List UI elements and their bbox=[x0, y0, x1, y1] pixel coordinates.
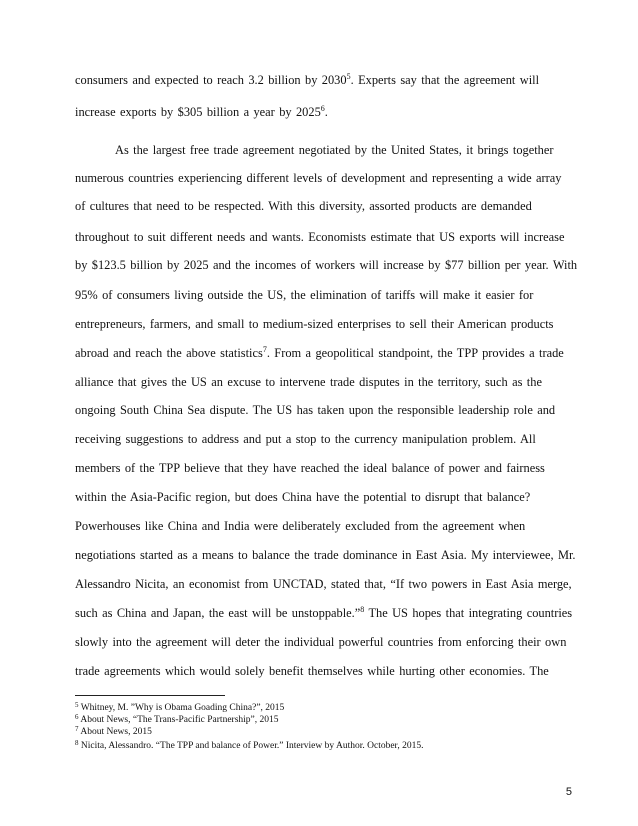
body-line: negotiations started as a means to balance the trade dominance in East Asia. My interviewee, Mr. bbox=[75, 548, 576, 562]
body-line: consumers and expected to reach 3.2 billion by 2030$^5$. Experts say that the agreement will bbox=[75, 72, 540, 87]
footnote: $^8$ Nicita, Alessandro. “The TPP and balance of Power.” Interview by Author. October, 2015. bbox=[75, 739, 424, 751]
body-line: trade agreements which would solely benefit themselves while hurting other economies. The bbox=[75, 664, 549, 678]
footnote: $^5$ Whitney, M. ”Why is Obama Goading China?”, 2015 bbox=[75, 701, 285, 713]
body-line: 95% of consumers living outside the US, the elimination of tariffs will make it easier for bbox=[75, 288, 534, 302]
footnote-ref: 8 bbox=[360, 605, 365, 614]
footnote-ref: 5 bbox=[346, 72, 351, 81]
body-line: by $123.5 billion by 2025 and the incomes of workers will increase by $77 billion per year. With bbox=[75, 258, 578, 272]
footnote-ref: 7 bbox=[262, 345, 267, 354]
paragraph-first-line: As the largest free trade agreement negotiated by the United States, it brings together bbox=[115, 143, 554, 157]
body-line: members of the TPP believe that they have reached the ideal balance of power and fairness bbox=[75, 461, 545, 475]
body-line: such as China and Japan, the east will be unstoppable.”$^8$ The US hopes that integrating countries bbox=[75, 605, 573, 620]
body-line: Powerhouses like China and India were deliberately excluded from the agreement when bbox=[75, 519, 526, 533]
body-line: increase exports by $305 billion a year by 2025$^6$. bbox=[75, 104, 328, 119]
body-line: receiving suggestions to address and put a stop to the currency manipulation problem. All bbox=[75, 432, 536, 446]
footnote: $^6$ About News, “The Trans-Pacific Partnership”, 2015 bbox=[75, 713, 279, 725]
body-line: ongoing South China Sea dispute. The US has taken upon the responsible leadership role and bbox=[75, 403, 556, 417]
body-line: of cultures that need to be respected. With this diversity, assorted products are demanded bbox=[75, 199, 532, 213]
body-line: alliance that gives the US an excuse to intervene trade disputes in the territory, such as the bbox=[75, 375, 542, 389]
body-line: throughout to suit different needs and wants. Economists estimate that US exports will increase bbox=[75, 230, 565, 244]
body-line: Alessandro Nicita, an economist from UNCTAD, stated that, “If two powers in East Asia merge, bbox=[75, 577, 572, 591]
page-number: 5 bbox=[565, 786, 572, 798]
body-line: slowly into the agreement will deter the individual powerful countries from enforcing their own bbox=[75, 635, 567, 649]
footnote: $^7$ About News, 2015 bbox=[75, 725, 152, 737]
footnote-ref: 6 bbox=[320, 104, 325, 113]
body-line: entrepreneurs, farmers, and small to medium-sized enterprises to sell their American products bbox=[75, 317, 554, 331]
body-line: within the Asia-Pacific region, but does China have the potential to disrupt that balance? bbox=[75, 490, 531, 504]
body-line: abroad and reach the above statistics$^7$. From a geopolitical standpoint, the TPP provides a trade bbox=[75, 345, 564, 360]
body-line: numerous countries experiencing different levels of development and representing a wide array bbox=[75, 171, 562, 185]
footnote-separator bbox=[75, 695, 225, 696]
